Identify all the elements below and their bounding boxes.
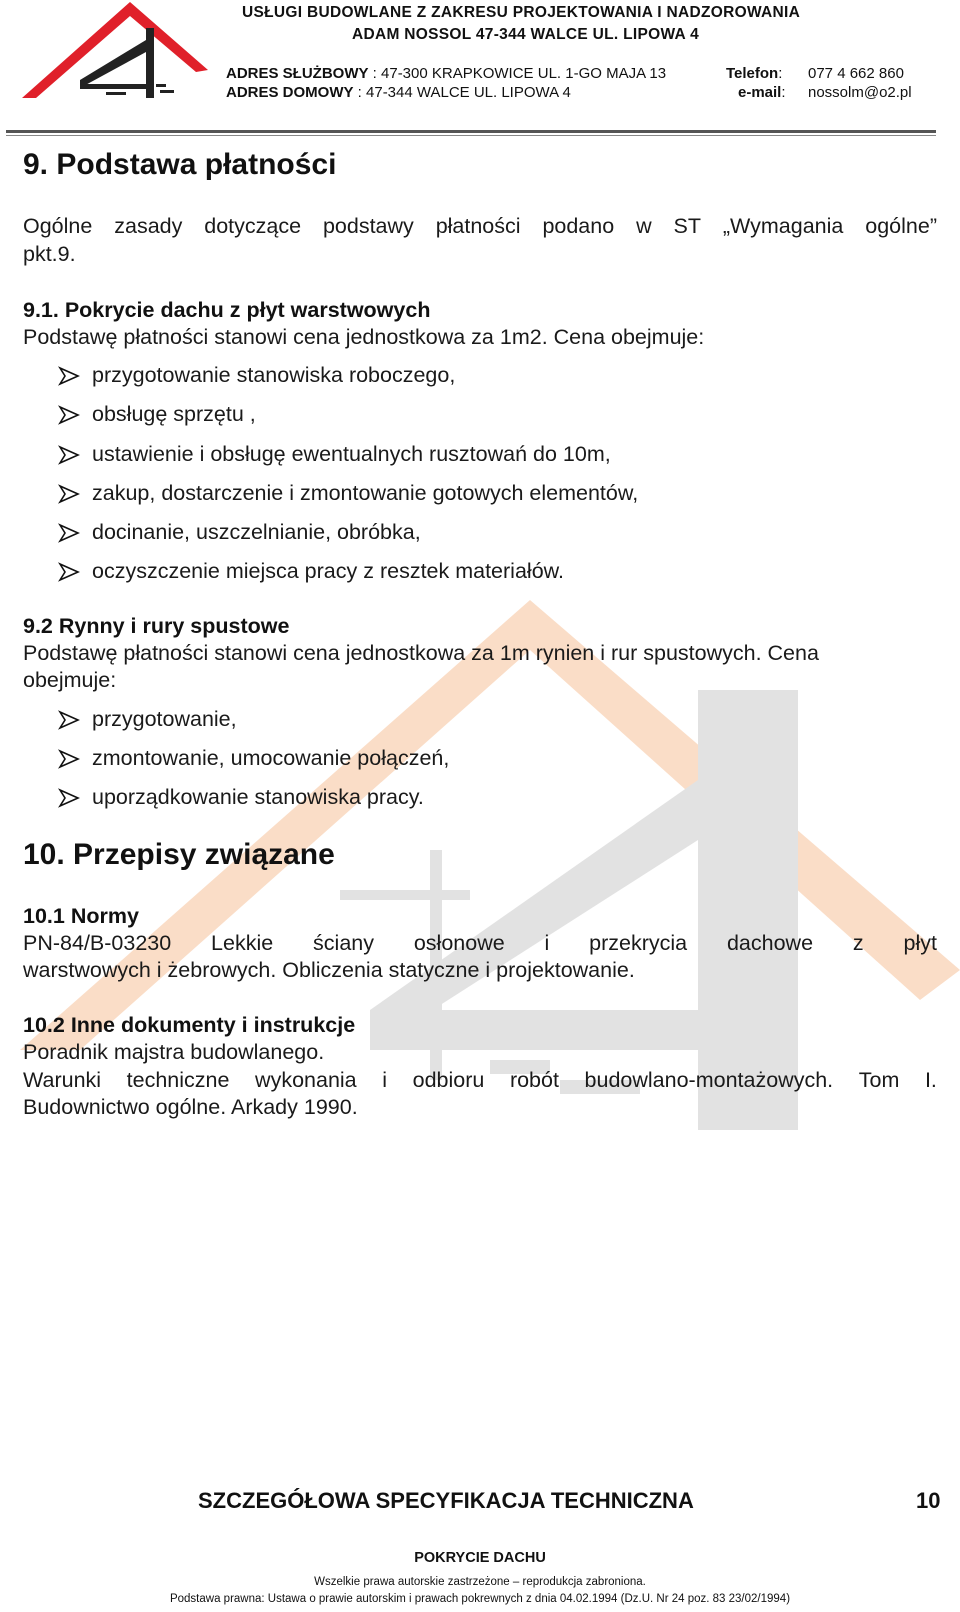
intro-word: ogólne” bbox=[865, 214, 937, 238]
section-10-title: 10. Przepisy związane bbox=[23, 838, 335, 871]
list-item-text: przygotowanie, bbox=[92, 707, 237, 731]
email-value: nossolm@o2.pl bbox=[808, 84, 912, 101]
norm-word: płyt bbox=[903, 931, 937, 955]
doc-word: Warunki bbox=[23, 1068, 102, 1092]
email-label: e-mail bbox=[738, 84, 782, 101]
intro-word: „Wymagania bbox=[722, 214, 844, 238]
section-9-2-text-line1: Podstawę płatności stanowi cena jednostkowa za 1m rynien i rur spustowych. Cena bbox=[23, 641, 819, 665]
list-item-text: przygotowanie stanowiska roboczego, bbox=[92, 363, 456, 387]
company-logo bbox=[20, 0, 210, 108]
section-9-title: 9. Podstawa płatności bbox=[23, 148, 337, 181]
intro-word: zasady bbox=[114, 214, 183, 238]
intro-word: dotyczące bbox=[204, 214, 302, 238]
norm-word: Lekkie bbox=[211, 931, 274, 955]
intro-word: Ogólne bbox=[23, 214, 93, 238]
arrow-bullet-icon bbox=[58, 484, 80, 504]
doc-word: wykonania bbox=[255, 1068, 357, 1092]
list-item bbox=[58, 363, 455, 388]
section-10-1-line2: warstwowych i żebrowych. Obliczenia statyczne i projektowanie. bbox=[23, 958, 635, 982]
page-number: 10 bbox=[916, 1488, 941, 1513]
norm-word: z bbox=[852, 931, 864, 955]
home-address bbox=[226, 84, 571, 101]
list-item bbox=[58, 746, 449, 771]
list-item-text: docinanie, uszczelnianie, obróbka, bbox=[92, 520, 421, 544]
norm-word: osłonowe bbox=[413, 931, 505, 955]
footer-title: SZCZEGÓŁOWA SPECYFIKACJA TECHNICZNA bbox=[198, 1488, 694, 1513]
list-item bbox=[58, 481, 638, 506]
list-item-text: uporządkowanie stanowiska pracy. bbox=[92, 785, 424, 809]
section-10-2-line3: Budownictwo ogólne. Arkady 1990. bbox=[23, 1095, 358, 1119]
norm-word: ściany bbox=[313, 931, 374, 955]
intro-word: płatności bbox=[435, 214, 521, 238]
home-address-value: : 47-344 WALCE UL. LIPOWA 4 bbox=[357, 84, 571, 101]
list-item bbox=[58, 442, 611, 467]
arrow-bullet-icon bbox=[58, 523, 80, 543]
section-9-2-heading: 9.2 Rynny i rury spustowe bbox=[23, 614, 290, 638]
section-9-2-text-line2: obejmuje: bbox=[23, 668, 117, 692]
section-9-intro-line2: pkt.9. bbox=[23, 242, 76, 266]
list-item-text: oczyszczenie miejsca pracy z resztek materiałów. bbox=[92, 559, 564, 583]
company-owner-line: ADAM NOSSOL 47-344 WALCE UL. LIPOWA 4 bbox=[352, 26, 699, 43]
intro-word: w bbox=[636, 214, 652, 238]
arrow-bullet-icon bbox=[58, 749, 80, 769]
list-item bbox=[58, 559, 564, 584]
arrow-bullet-icon bbox=[58, 366, 80, 386]
list-item-text: zakup, dostarczenie i zmontowanie gotowych elementów, bbox=[92, 481, 639, 505]
footer-copyright: Wszelkie prawa autorskie zastrzeżone – reprodukcja zabroniona. bbox=[314, 1576, 646, 1588]
section-10-2-line2 bbox=[23, 1068, 937, 1093]
list-item bbox=[58, 402, 256, 427]
phone-label-wrap: Telefon: bbox=[726, 65, 783, 82]
norm-word: dachowe bbox=[726, 931, 814, 955]
office-address-value: : 47-300 KRAPKOWICE UL. 1-GO MAJA 13 bbox=[372, 65, 667, 82]
list-item bbox=[58, 520, 421, 545]
phone-value: 077 4 662 860 bbox=[808, 65, 904, 82]
office-address-label: ADRES SŁUŻBOWY bbox=[226, 65, 369, 82]
doc-word: Tom bbox=[858, 1068, 900, 1092]
section-10-2-heading: 10.2 Inne dokumenty i instrukcje bbox=[23, 1013, 356, 1037]
norm-word: przekrycia bbox=[589, 931, 688, 955]
arrow-bullet-icon bbox=[58, 405, 80, 425]
section-9-1-text: Podstawę płatności stanowi cena jednostkowa za 1m2. Cena obejmuje: bbox=[23, 325, 705, 349]
section-9-intro-line1 bbox=[23, 214, 937, 239]
intro-word: ST bbox=[673, 214, 701, 238]
doc-word: techniczne bbox=[126, 1068, 230, 1092]
intro-word: podstawy bbox=[322, 214, 414, 238]
list-item-text: zmontowanie, umocowanie połączeń, bbox=[92, 746, 450, 770]
footer-subtitle: POKRYCIE DACHU bbox=[414, 1550, 546, 1566]
email-label-wrap: e-mail: bbox=[738, 84, 786, 101]
norm-word: PN-84/B-03230 bbox=[23, 931, 172, 955]
header-rule bbox=[6, 130, 936, 133]
doc-word: budowlano-montażowych. bbox=[584, 1068, 834, 1092]
section-9-1-heading: 9.1. Pokrycie dachu z płyt warstwowych bbox=[23, 298, 431, 322]
list-item bbox=[58, 785, 424, 810]
phone-label: Telefon bbox=[726, 65, 779, 82]
norm-word: i bbox=[544, 931, 550, 955]
doc-word: odbioru bbox=[412, 1068, 485, 1092]
list-item-text: ustawienie i obsługę ewentualnych rusztowań do 10m, bbox=[92, 442, 611, 466]
arrow-bullet-icon bbox=[58, 788, 80, 808]
header-rule-thin bbox=[6, 135, 936, 136]
arrow-bullet-icon bbox=[58, 562, 80, 582]
section-10-2-line1: Poradnik majstra budowlanego. bbox=[23, 1040, 325, 1064]
doc-word: i bbox=[382, 1068, 388, 1092]
arrow-bullet-icon bbox=[58, 445, 80, 465]
section-10-1-heading: 10.1 Normy bbox=[23, 904, 139, 928]
office-address bbox=[226, 65, 666, 82]
footer-legal: Podstawa prawna: Ustawa o prawie autorskim i prawach pokrewnych z dnia 04.02.1994 (Dz.U. Nr 24 poz. 83 23/02/1994) bbox=[169, 1593, 791, 1605]
company-name-line: USŁUGI BUDOWLANE Z ZAKRESU PROJEKTOWANIA I NADZOROWANIA bbox=[242, 4, 801, 21]
section-10-1-line1 bbox=[23, 931, 937, 956]
list-item-text: obsługę sprzętu , bbox=[92, 402, 256, 426]
home-address-label: ADRES DOMOWY bbox=[226, 84, 354, 101]
arrow-bullet-icon bbox=[58, 710, 80, 730]
list-item bbox=[58, 707, 237, 732]
doc-word: I. bbox=[924, 1068, 937, 1092]
intro-word: podano bbox=[542, 214, 615, 238]
doc-word: robót bbox=[509, 1068, 559, 1092]
